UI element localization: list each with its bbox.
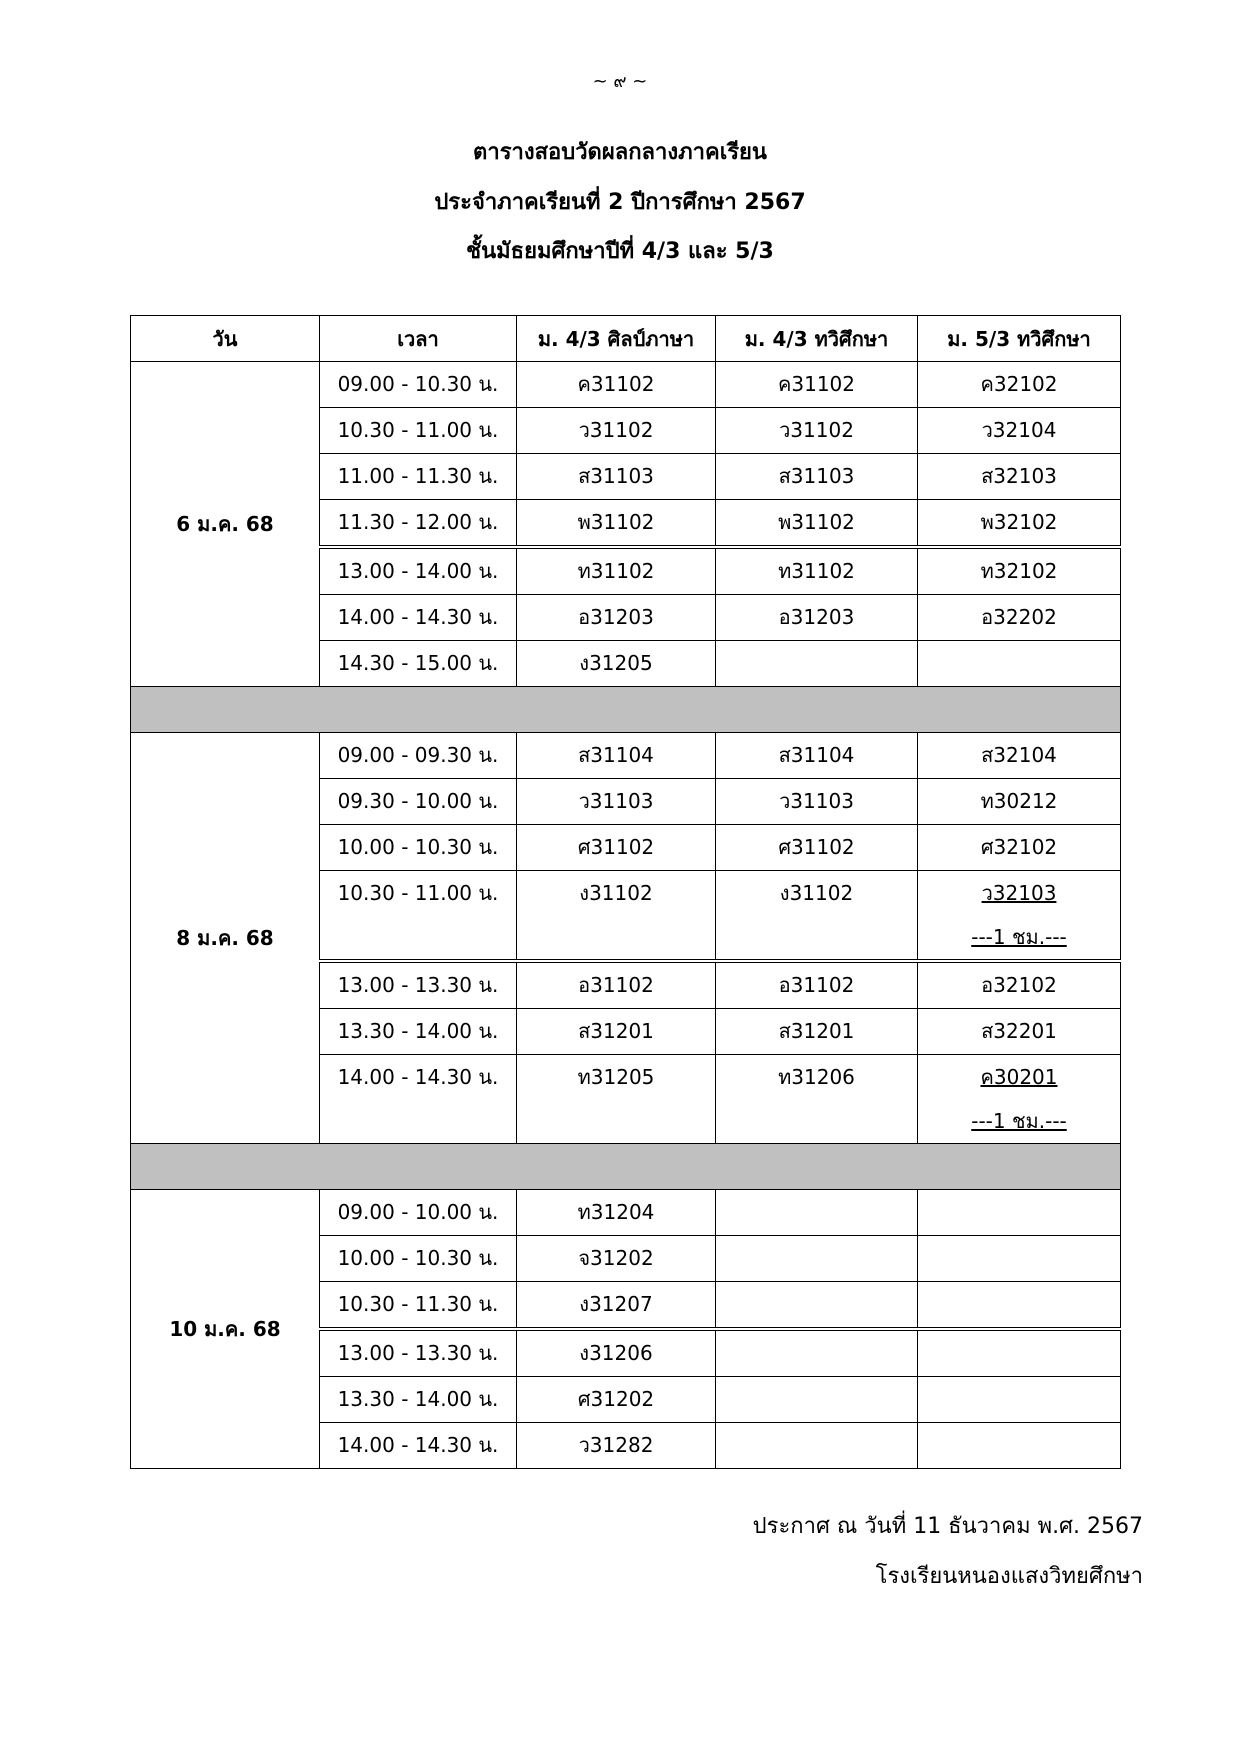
header-m43-arts: ม. 4/3 ศิลป์ภาษา (517, 316, 716, 362)
subject-cell: ง31102 (716, 871, 918, 962)
time-cell: 09.00 - 10.00 น. (320, 1190, 517, 1236)
title-line-3: ชั้นมัธยมศึกษาปีที่ 4/3 และ 5/3 (466, 239, 774, 264)
subject-cell: ส31103 (716, 454, 918, 500)
time-cell: 10.30 - 11.00 น. (320, 408, 517, 454)
subject-cell: ว31102 (517, 408, 716, 454)
subject-cell: ส32104 (918, 733, 1121, 779)
break-row (131, 1144, 1121, 1190)
time-cell: 14.00 - 14.30 น. (320, 1423, 517, 1469)
subject-cell (716, 1282, 918, 1330)
subject-cell (918, 1377, 1121, 1423)
time-cell: 11.00 - 11.30 น. (320, 454, 517, 500)
subject-cell (716, 1190, 918, 1236)
subject-cell: ศ31102 (517, 825, 716, 871)
table-row (131, 733, 1121, 779)
duration-note: ---1 ชม.--- (971, 925, 1067, 949)
exam-schedule-table (130, 315, 1121, 1469)
date-cell: 6 ม.ค. 68 (131, 362, 320, 687)
time-cell: 09.00 - 09.30 น. (320, 733, 517, 779)
subject-cell: ค31102 (517, 362, 716, 408)
subject-cell: ส31104 (716, 733, 918, 779)
subject-cell: ท31102 (716, 547, 918, 595)
table-row (131, 1190, 1121, 1236)
time-cell: 10.30 - 11.30 น. (320, 1282, 517, 1330)
page-number: ~ ๙ ~ (592, 71, 648, 92)
subject-cell: ท30212 (918, 779, 1121, 825)
subject-cell (918, 1190, 1121, 1236)
subject-cell: ง31206 (517, 1329, 716, 1377)
subject-cell: ท31102 (517, 547, 716, 595)
time-cell: 11.30 - 12.00 น. (320, 500, 517, 548)
subject-code: ว32103 (981, 881, 1057, 905)
subject-cell: จ31202 (517, 1236, 716, 1282)
time-cell: 14.00 - 14.30 น. (320, 1055, 517, 1144)
subject-cell (716, 1377, 918, 1423)
subject-cell: ส31103 (517, 454, 716, 500)
subject-cell: ท31205 (517, 1055, 716, 1144)
subject-cell: ว31102 (716, 408, 918, 454)
time-cell: 13.30 - 14.00 น. (320, 1009, 517, 1055)
subject-cell (918, 1282, 1121, 1330)
time-cell: 10.30 - 11.00 น. (320, 871, 517, 962)
subject-cell: ส32103 (918, 454, 1121, 500)
subject-cell: ง31102 (517, 871, 716, 962)
subject-cell: อ31203 (517, 595, 716, 641)
subject-cell (716, 1423, 918, 1469)
time-cell: 10.00 - 10.30 น. (320, 825, 517, 871)
announcement-date: ประกาศ ณ วันที่ 11 ธันวาคม พ.ศ. 2567 (752, 1514, 1143, 1539)
subject-cell: ค32102 (918, 362, 1121, 408)
subject-cell (918, 641, 1121, 687)
break-row (131, 687, 1121, 733)
title-line-1: ตารางสอบวัดผลกลางภาคเรียน (473, 140, 767, 165)
duration-note: ---1 ชม.--- (971, 1109, 1067, 1133)
break-cell (131, 1144, 1121, 1190)
header-day: วัน (131, 316, 320, 362)
subject-cell: พ32102 (918, 500, 1121, 548)
subject-cell (918, 871, 1121, 962)
time-cell: 13.00 - 14.00 น. (320, 547, 517, 595)
time-cell: 13.00 - 13.30 น. (320, 961, 517, 1009)
time-cell: 09.30 - 10.00 น. (320, 779, 517, 825)
table-row (131, 362, 1121, 408)
subject-cell: ง31205 (517, 641, 716, 687)
header-m53-dual: ม. 5/3 ทวิศึกษา (918, 316, 1121, 362)
subject-cell: ท31206 (716, 1055, 918, 1144)
subject-cell: ง31207 (517, 1282, 716, 1330)
subject-cell: อ31203 (716, 595, 918, 641)
subject-cell: ท31204 (517, 1190, 716, 1236)
subject-cell: ศ31202 (517, 1377, 716, 1423)
time-cell: 14.30 - 15.00 น. (320, 641, 517, 687)
subject-cell: ว31282 (517, 1423, 716, 1469)
header-m43-dual: ม. 4/3 ทวิศึกษา (716, 316, 918, 362)
subject-cell: อ32102 (918, 961, 1121, 1009)
subject-cell: ว31103 (517, 779, 716, 825)
subject-cell (918, 1329, 1121, 1377)
subject-cell (918, 1423, 1121, 1469)
break-cell (131, 687, 1121, 733)
time-cell: 10.00 - 10.30 น. (320, 1236, 517, 1282)
subject-cell: ส31201 (517, 1009, 716, 1055)
time-cell: 09.00 - 10.30 น. (320, 362, 517, 408)
subject-cell (716, 1329, 918, 1377)
subject-cell: ค31102 (716, 362, 918, 408)
time-cell: 13.00 - 13.30 น. (320, 1329, 517, 1377)
subject-cell: พ31102 (716, 500, 918, 548)
subject-cell: ศ32102 (918, 825, 1121, 871)
subject-cell: อ31102 (716, 961, 918, 1009)
date-cell: 10 ม.ค. 68 (131, 1190, 320, 1469)
subject-cell: ส32201 (918, 1009, 1121, 1055)
table-header-row (131, 316, 1121, 362)
subject-cell: อ32202 (918, 595, 1121, 641)
time-cell: 13.30 - 14.00 น. (320, 1377, 517, 1423)
subject-cell: ส31201 (716, 1009, 918, 1055)
subject-code: ค30201 (980, 1065, 1058, 1089)
title-line-2: ประจำภาคเรียนที่ 2 ปีการศึกษา 2567 (434, 190, 806, 215)
subject-cell: ส31104 (517, 733, 716, 779)
date-cell: 8 ม.ค. 68 (131, 733, 320, 1144)
subject-cell: ศ31102 (716, 825, 918, 871)
subject-cell: ว32104 (918, 408, 1121, 454)
subject-cell (918, 1236, 1121, 1282)
time-cell: 14.00 - 14.30 น. (320, 595, 517, 641)
subject-cell: ท32102 (918, 547, 1121, 595)
header-time: เวลา (320, 316, 517, 362)
subject-cell (716, 641, 918, 687)
subject-cell: ว31103 (716, 779, 918, 825)
subject-cell: อ31102 (517, 961, 716, 1009)
subject-cell (918, 1055, 1121, 1144)
subject-cell: พ31102 (517, 500, 716, 548)
subject-cell (716, 1236, 918, 1282)
school-name: โรงเรียนหนองแสงวิทยศึกษา (875, 1564, 1143, 1589)
